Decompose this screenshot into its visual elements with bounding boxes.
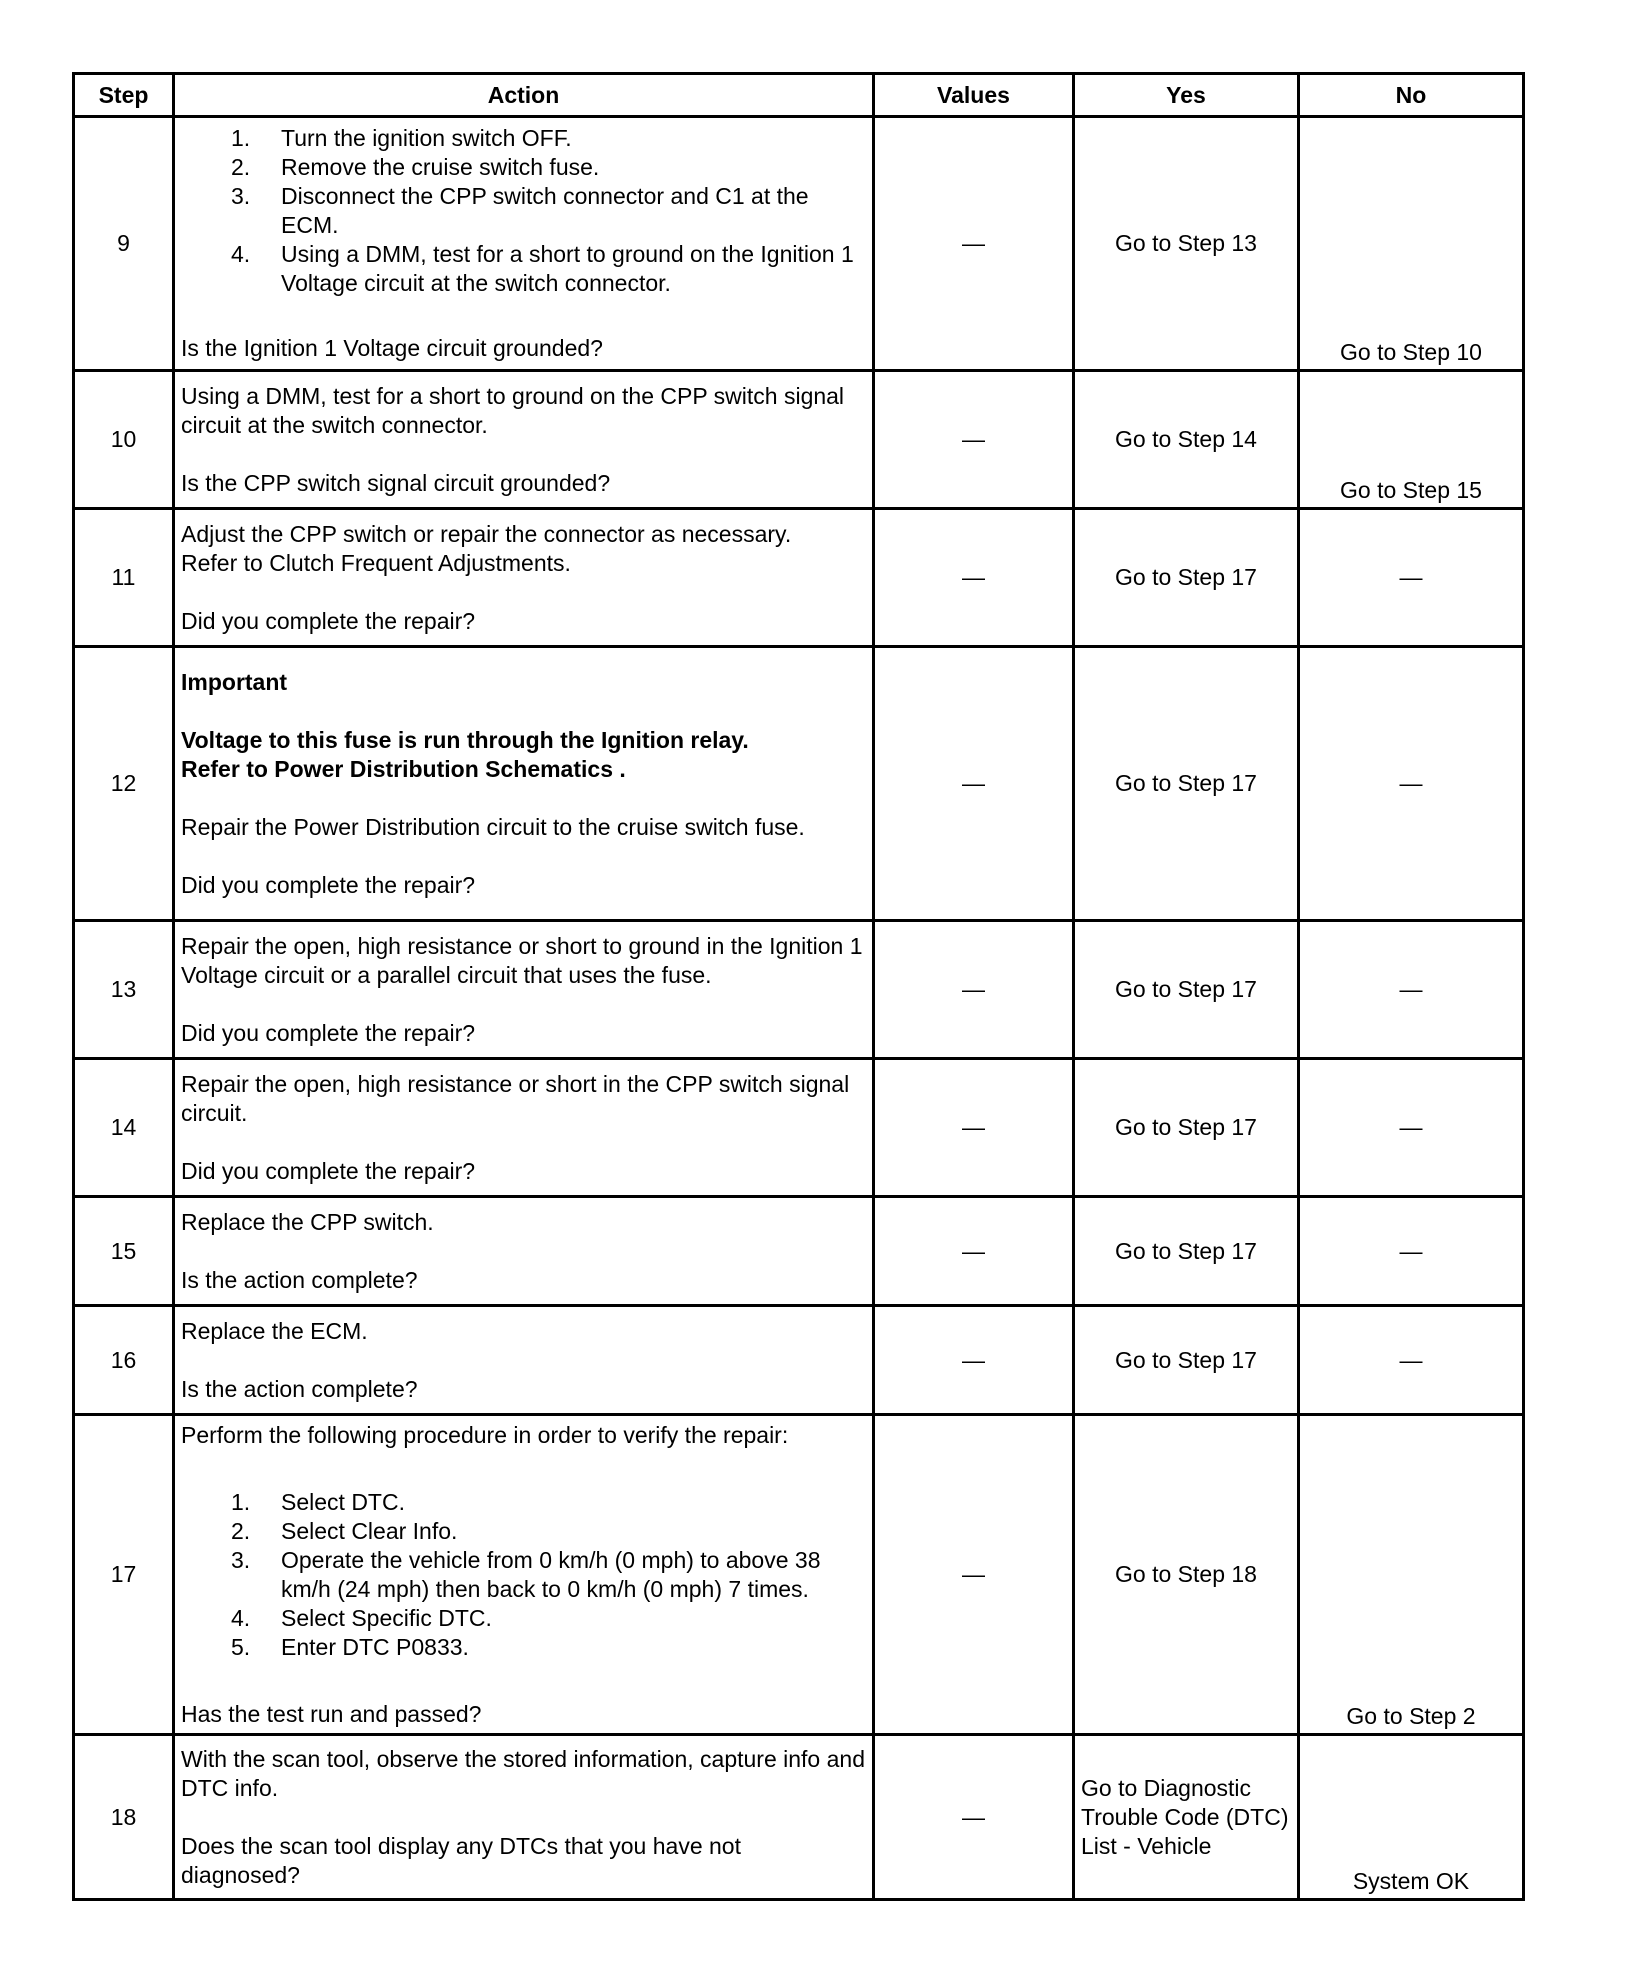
- table-row: [74, 1197, 1524, 1306]
- no-link[interactable]: Go to Step 15: [1299, 371, 1524, 509]
- values-cell: —: [874, 921, 1074, 1059]
- yes-link[interactable]: Go to Step 18: [1074, 1415, 1299, 1735]
- list-item: 1. Select DTC.: [231, 1488, 405, 1515]
- table-row: [74, 1059, 1524, 1197]
- values-cell: —: [874, 647, 1074, 921]
- list-item: 4. Select Specific DTC.: [231, 1604, 492, 1631]
- values-cell: —: [874, 1059, 1074, 1197]
- important-note-reference: Refer to Power Distribution Schematics .: [181, 755, 626, 782]
- step-number: 15: [74, 1197, 174, 1306]
- no-cell: —: [1299, 647, 1524, 921]
- yes-link[interactable]: Go to Step 17: [1074, 921, 1299, 1059]
- step-number: 9: [74, 117, 174, 371]
- yes-link[interactable]: Go to Step 14: [1074, 371, 1299, 509]
- numbered-list: [181, 1488, 866, 1662]
- no-link[interactable]: Go to Step 2: [1299, 1415, 1524, 1735]
- header-no: No: [1299, 74, 1524, 117]
- action-cell: [174, 1306, 874, 1415]
- list-item: 1. Turn the ignition switch OFF.: [231, 125, 572, 151]
- no-cell: —: [1299, 1306, 1524, 1415]
- action-cell: [174, 1735, 874, 1900]
- list-item: 2. Remove the cruise switch fuse.: [231, 154, 600, 180]
- action-cell: [174, 921, 874, 1059]
- yes-link[interactable]: Go to Step 17: [1074, 1306, 1299, 1415]
- action-text: Replace the ECM.: [181, 1317, 368, 1344]
- action-text: Repair the open, high resistance or short to ground in the Ignition 1 Voltage circuit or a parallel circuit that uses the fuse.: [181, 932, 863, 988]
- table-row: [74, 509, 1524, 647]
- step-number: 16: [74, 1306, 174, 1415]
- question-text: Is the CPP switch signal circuit grounded?: [181, 469, 611, 496]
- table-row: [74, 921, 1524, 1059]
- action-cell: [174, 1197, 874, 1306]
- values-cell: —: [874, 1197, 1074, 1306]
- no-result: System OK: [1299, 1735, 1524, 1900]
- no-cell: —: [1299, 1197, 1524, 1306]
- list-item: 3. Operate the vehicle from 0 km/h (0 mph) to above 38 km/h (24 mph) then back to 0 km/h (0 mph) 7 times.: [231, 1546, 821, 1602]
- list-item: 4. Using a DMM, test for a short to ground on the Ignition 1 Voltage circuit at the switch connector.: [231, 241, 854, 296]
- action-cell: [174, 1415, 874, 1735]
- step-number: 13: [74, 921, 174, 1059]
- question-text: Did you complete the repair?: [181, 607, 476, 634]
- reference-text: Refer to Clutch Frequent Adjustments.: [181, 549, 571, 576]
- question-text: Is the action complete?: [181, 1375, 418, 1402]
- step-number: 18: [74, 1735, 174, 1900]
- action-cell: [174, 1059, 874, 1197]
- table-row: [74, 647, 1524, 921]
- step-number: 11: [74, 509, 174, 647]
- action-text: Repair the open, high resistance or short in the CPP switch signal circuit.: [181, 1070, 850, 1126]
- important-heading: Important: [181, 668, 288, 695]
- header-yes: Yes: [1074, 74, 1299, 117]
- values-cell: —: [874, 371, 1074, 509]
- action-text: Using a DMM, test for a short to ground on the CPP switch signal circuit at the switch connector.: [181, 382, 845, 438]
- yes-link[interactable]: Go to Step 13: [1074, 117, 1299, 371]
- yes-link[interactable]: Go to Step 17: [1074, 1059, 1299, 1197]
- table-row: [74, 117, 1524, 371]
- list-item: 5. Enter DTC P0833.: [231, 1633, 469, 1660]
- diagnostic-procedure-table: [72, 72, 1525, 1901]
- no-cell: —: [1299, 509, 1524, 647]
- table-row: [74, 1306, 1524, 1415]
- yes-link[interactable]: Go to Step 17: [1074, 647, 1299, 921]
- values-cell: —: [874, 1306, 1074, 1415]
- action-cell: [174, 371, 874, 509]
- action-text: Replace the CPP switch.: [181, 1208, 434, 1235]
- header-values: Values: [874, 74, 1074, 117]
- no-cell: —: [1299, 921, 1524, 1059]
- list-item: 3. Disconnect the CPP switch connector and C1 at the ECM.: [231, 183, 809, 238]
- action-text: Repair the Power Distribution circuit to the cruise switch fuse.: [181, 813, 805, 840]
- action-cell: [174, 647, 874, 921]
- table-row: [74, 1735, 1524, 1900]
- no-link[interactable]: Go to Step 10: [1299, 117, 1524, 371]
- question-text: Has the test run and passed?: [181, 1700, 482, 1727]
- values-cell: —: [874, 1415, 1074, 1735]
- no-cell: —: [1299, 1059, 1524, 1197]
- table-header-row: [74, 74, 1524, 117]
- step-number: 17: [74, 1415, 174, 1735]
- important-note: Voltage to this fuse is run through the Ignition relay.: [181, 726, 749, 753]
- action-text: Perform the following procedure in order to verify the repair:: [181, 1421, 789, 1448]
- question-text: Did you complete the repair?: [181, 1019, 476, 1046]
- question-text: Did you complete the repair?: [181, 1157, 476, 1184]
- yes-link[interactable]: Go to Diagnostic Trouble Code (DTC) List - Vehicle: [1074, 1735, 1299, 1900]
- action-text: With the scan tool, observe the stored information, capture info and DTC info.: [181, 1745, 865, 1801]
- action-cell: [174, 509, 874, 647]
- question-text: Is the action complete?: [181, 1266, 418, 1293]
- table-row: [74, 371, 1524, 509]
- values-cell: —: [874, 1735, 1074, 1900]
- values-cell: —: [874, 509, 1074, 647]
- question-text: Did you complete the repair?: [181, 871, 476, 898]
- action-cell: [174, 117, 874, 371]
- list-item: 2. Select Clear Info.: [231, 1517, 458, 1544]
- step-number: 12: [74, 647, 174, 921]
- question-text: Is the Ignition 1 Voltage circuit grounded?: [181, 335, 603, 361]
- question-text: Does the scan tool display any DTCs that you have not diagnosed?: [181, 1832, 741, 1888]
- yes-link[interactable]: Go to Step 17: [1074, 509, 1299, 647]
- step-number: 14: [74, 1059, 174, 1197]
- yes-link[interactable]: Go to Step 17: [1074, 1197, 1299, 1306]
- action-text: Adjust the CPP switch or repair the connector as necessary.: [181, 520, 792, 547]
- header-action: Action: [174, 74, 874, 117]
- values-cell: —: [874, 117, 1074, 371]
- table-row: [74, 1415, 1524, 1735]
- numbered-list: [181, 124, 866, 298]
- step-number: 10: [74, 371, 174, 509]
- header-step: Step: [74, 74, 174, 117]
